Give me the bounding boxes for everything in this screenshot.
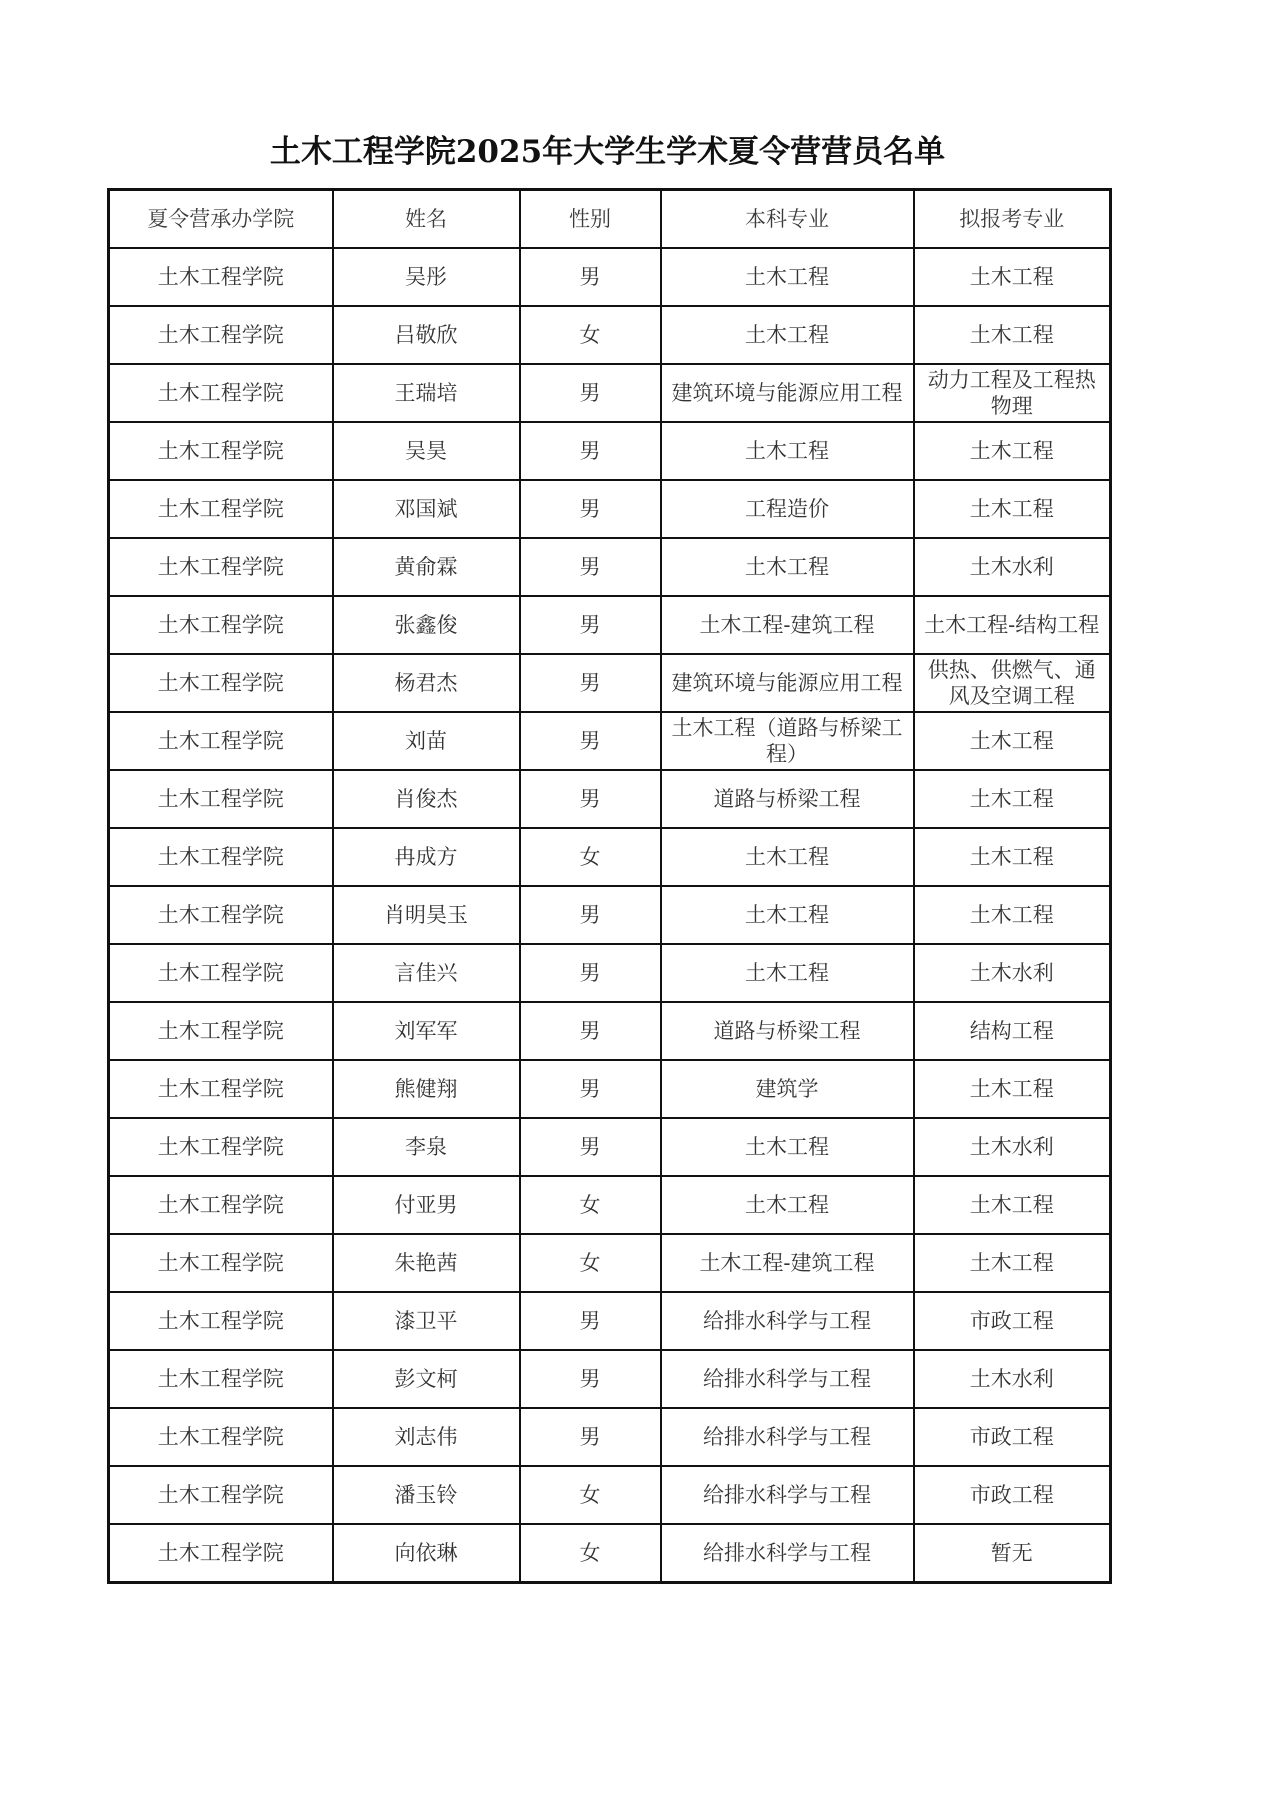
- cell-gender: 女: [520, 1524, 661, 1583]
- cell-host-college: 土木工程学院: [109, 1466, 333, 1524]
- cell-gender: 男: [520, 596, 661, 654]
- cell-name: 吕敬欣: [333, 306, 520, 364]
- header-host-college: 夏令营承办学院: [109, 190, 333, 249]
- table-row: [109, 1408, 1111, 1466]
- cell-undergrad-major: 土木工程: [661, 422, 914, 480]
- cell-host-college: 土木工程学院: [109, 654, 333, 712]
- header-intended-major: 拟报考专业: [914, 190, 1111, 249]
- table-row: [109, 828, 1111, 886]
- cell-intended-major: 土木工程-结构工程: [914, 596, 1111, 654]
- cell-gender: 男: [520, 944, 661, 1002]
- cell-undergrad-major: 土木工程: [661, 828, 914, 886]
- header-row: [109, 190, 1111, 249]
- cell-gender: 女: [520, 828, 661, 886]
- cell-intended-major: 土木工程: [914, 1060, 1111, 1118]
- table-row: [109, 538, 1111, 596]
- cell-gender: 女: [520, 1234, 661, 1292]
- cell-host-college: 土木工程学院: [109, 248, 333, 306]
- cell-gender: 男: [520, 538, 661, 596]
- cell-host-college: 土木工程学院: [109, 712, 333, 770]
- cell-undergrad-major: 土木工程: [661, 538, 914, 596]
- cell-intended-major: 土木工程: [914, 1176, 1111, 1234]
- cell-intended-major: 动力工程及工程热物理: [914, 364, 1111, 422]
- cell-name: 朱艳茜: [333, 1234, 520, 1292]
- table-row: [109, 306, 1111, 364]
- cell-intended-major: 土木工程: [914, 712, 1111, 770]
- cell-undergrad-major: 给排水科学与工程: [661, 1292, 914, 1350]
- cell-name: 王瑞培: [333, 364, 520, 422]
- cell-name: 杨君杰: [333, 654, 520, 712]
- cell-undergrad-major: 土木工程: [661, 248, 914, 306]
- table-row: [109, 1060, 1111, 1118]
- cell-undergrad-major: 给排水科学与工程: [661, 1524, 914, 1583]
- cell-name: 刘苗: [333, 712, 520, 770]
- cell-intended-major: 暂无: [914, 1524, 1111, 1583]
- cell-gender: 男: [520, 1002, 661, 1060]
- cell-intended-major: 土木工程: [914, 1234, 1111, 1292]
- cell-host-college: 土木工程学院: [109, 828, 333, 886]
- table-row: [109, 364, 1111, 422]
- header-gender: 性别: [520, 190, 661, 249]
- cell-intended-major: 土木水利: [914, 538, 1111, 596]
- cell-undergrad-major: 土木工程: [661, 1176, 914, 1234]
- cell-host-college: 土木工程学院: [109, 1002, 333, 1060]
- cell-undergrad-major: 土木工程: [661, 1118, 914, 1176]
- cell-host-college: 土木工程学院: [109, 422, 333, 480]
- table-row: [109, 770, 1111, 828]
- table-row: [109, 654, 1111, 712]
- table-row: [109, 1234, 1111, 1292]
- cell-gender: 男: [520, 654, 661, 712]
- cell-name: 吴昊: [333, 422, 520, 480]
- cell-intended-major: 市政工程: [914, 1408, 1111, 1466]
- cell-name: 彭文柯: [333, 1350, 520, 1408]
- cell-intended-major: 土木工程: [914, 770, 1111, 828]
- cell-gender: 男: [520, 1292, 661, 1350]
- table-row: [109, 422, 1111, 480]
- cell-gender: 男: [520, 364, 661, 422]
- table-row: [109, 1292, 1111, 1350]
- cell-host-college: 土木工程学院: [109, 538, 333, 596]
- cell-undergrad-major: 土木工程-建筑工程: [661, 596, 914, 654]
- cell-undergrad-major: 给排水科学与工程: [661, 1350, 914, 1408]
- cell-host-college: 土木工程学院: [109, 1408, 333, 1466]
- cell-host-college: 土木工程学院: [109, 944, 333, 1002]
- cell-gender: 男: [520, 248, 661, 306]
- cell-name: 肖俊杰: [333, 770, 520, 828]
- cell-undergrad-major: 道路与桥梁工程: [661, 770, 914, 828]
- cell-gender: 女: [520, 306, 661, 364]
- header-undergrad-major: 本科专业: [661, 190, 914, 249]
- cell-gender: 男: [520, 1118, 661, 1176]
- cell-host-college: 土木工程学院: [109, 364, 333, 422]
- cell-undergrad-major: 建筑学: [661, 1060, 914, 1118]
- cell-intended-major: 土木水利: [914, 944, 1111, 1002]
- document-title: 土木工程学院2025年大学生学术夏令营营员名单: [269, 134, 946, 170]
- table-row: [109, 1118, 1111, 1176]
- cell-name: 向依琳: [333, 1524, 520, 1583]
- cell-gender: 男: [520, 1060, 661, 1118]
- cell-gender: 男: [520, 770, 661, 828]
- cell-name: 漆卫平: [333, 1292, 520, 1350]
- cell-gender: 男: [520, 712, 661, 770]
- table-row: [109, 1524, 1111, 1583]
- cell-host-college: 土木工程学院: [109, 1350, 333, 1408]
- cell-name: 付亚男: [333, 1176, 520, 1234]
- cell-host-college: 土木工程学院: [109, 1176, 333, 1234]
- cell-intended-major: 市政工程: [914, 1466, 1111, 1524]
- cell-name: 张鑫俊: [333, 596, 520, 654]
- table-row: [109, 248, 1111, 306]
- cell-undergrad-major: 工程造价: [661, 480, 914, 538]
- cell-host-college: 土木工程学院: [109, 1292, 333, 1350]
- cell-undergrad-major: 土木工程: [661, 944, 914, 1002]
- cell-host-college: 土木工程学院: [109, 886, 333, 944]
- cell-intended-major: 土木工程: [914, 306, 1111, 364]
- cell-name: 刘军军: [333, 1002, 520, 1060]
- cell-intended-major: 结构工程: [914, 1002, 1111, 1060]
- cell-gender: 男: [520, 886, 661, 944]
- cell-host-college: 土木工程学院: [109, 1118, 333, 1176]
- cell-gender: 男: [520, 1408, 661, 1466]
- cell-undergrad-major: 给排水科学与工程: [661, 1466, 914, 1524]
- cell-intended-major: 土木水利: [914, 1350, 1111, 1408]
- table-row: [109, 886, 1111, 944]
- cell-name: 李泉: [333, 1118, 520, 1176]
- cell-undergrad-major: 土木工程: [661, 306, 914, 364]
- cell-name: 肖明昊玉: [333, 886, 520, 944]
- cell-host-college: 土木工程学院: [109, 1234, 333, 1292]
- cell-name: 熊健翔: [333, 1060, 520, 1118]
- cell-gender: 男: [520, 480, 661, 538]
- roster-body: [109, 248, 1111, 1583]
- cell-undergrad-major: 给排水科学与工程: [661, 1408, 914, 1466]
- table-row: [109, 1176, 1111, 1234]
- cell-intended-major: 土木水利: [914, 1118, 1111, 1176]
- table-row: [109, 480, 1111, 538]
- cell-host-college: 土木工程学院: [109, 306, 333, 364]
- cell-host-college: 土木工程学院: [109, 1524, 333, 1583]
- cell-name: 吴彤: [333, 248, 520, 306]
- cell-intended-major: 土木工程: [914, 828, 1111, 886]
- table-row: [109, 712, 1111, 770]
- table-row: [109, 1350, 1111, 1408]
- roster-table: [107, 188, 1112, 1584]
- cell-undergrad-major: 道路与桥梁工程: [661, 1002, 914, 1060]
- table-row: [109, 1466, 1111, 1524]
- cell-undergrad-major: 土木工程: [661, 886, 914, 944]
- cell-intended-major: 土木工程: [914, 886, 1111, 944]
- cell-gender: 男: [520, 422, 661, 480]
- cell-name: 冉成方: [333, 828, 520, 886]
- cell-gender: 女: [520, 1176, 661, 1234]
- cell-intended-major: 土木工程: [914, 480, 1111, 538]
- cell-host-college: 土木工程学院: [109, 480, 333, 538]
- cell-gender: 男: [520, 1350, 661, 1408]
- cell-host-college: 土木工程学院: [109, 596, 333, 654]
- table-row: [109, 944, 1111, 1002]
- cell-intended-major: 土木工程: [914, 248, 1111, 306]
- header-name: 姓名: [333, 190, 520, 249]
- table-row: [109, 1002, 1111, 1060]
- cell-undergrad-major: 建筑环境与能源应用工程: [661, 364, 914, 422]
- cell-gender: 女: [520, 1466, 661, 1524]
- cell-undergrad-major: 土木工程（道路与桥梁工程）: [661, 712, 914, 770]
- cell-name: 言佳兴: [333, 944, 520, 1002]
- cell-name: 邓国斌: [333, 480, 520, 538]
- cell-intended-major: 市政工程: [914, 1292, 1111, 1350]
- cell-undergrad-major: 建筑环境与能源应用工程: [661, 654, 914, 712]
- cell-host-college: 土木工程学院: [109, 1060, 333, 1118]
- cell-name: 黄俞霖: [333, 538, 520, 596]
- cell-name: 刘志伟: [333, 1408, 520, 1466]
- cell-undergrad-major: 土木工程-建筑工程: [661, 1234, 914, 1292]
- table-row: [109, 596, 1111, 654]
- cell-host-college: 土木工程学院: [109, 770, 333, 828]
- cell-name: 潘玉铃: [333, 1466, 520, 1524]
- cell-intended-major: 供热、供燃气、通风及空调工程: [914, 654, 1111, 712]
- cell-intended-major: 土木工程: [914, 422, 1111, 480]
